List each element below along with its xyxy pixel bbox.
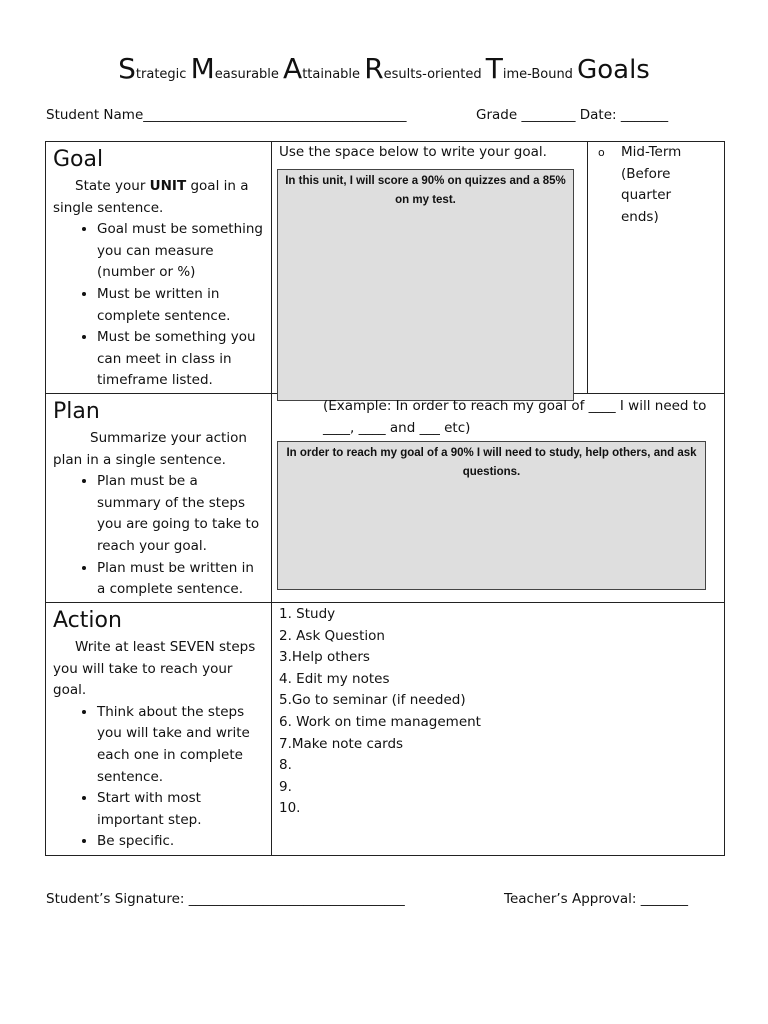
list-item: • Plan must be written in a complete sentence. <box>97 558 265 601</box>
page-title: Strategic Measurable Attainable Results-oriented Time-Bound Goals <box>118 52 650 85</box>
action-instructions-cell <box>46 603 272 856</box>
midterm-bullet-icon: o <box>598 146 605 159</box>
midterm-cell <box>588 142 724 393</box>
list-item: 3.Help others <box>279 649 370 666</box>
action-bullets <box>53 702 265 853</box>
list-item: 6. Work on time management <box>279 713 481 730</box>
action-steps-list <box>272 603 724 820</box>
plan-answer-box[interactable]: In order to reach my goal of a 90% I will need to study, help others, and ask questions. <box>277 441 706 590</box>
goal-row <box>46 142 725 394</box>
midterm-label: Mid-Term (Before quarter ends) <box>621 144 682 225</box>
goal-instruction: Use the space below to write your goal. <box>279 144 547 160</box>
list-item: 7.Make note cards <box>279 735 404 752</box>
list-item: • Must be something you can meet in class in timeframe listed. <box>97 327 265 392</box>
teacher-approval-field[interactable]: Teacher’s Approval: _______ <box>504 891 688 907</box>
plan-instructions-cell <box>46 394 272 603</box>
list-item: 9. <box>279 778 292 795</box>
plan-response-cell <box>272 394 725 603</box>
action-intro: Write at least SEVEN steps you will take to reach your goal. <box>53 639 256 699</box>
list-item: • Plan must be a summary of the steps you are going to take to reach your goal. <box>97 471 265 557</box>
action-heading: Action <box>53 608 122 633</box>
plan-bullets <box>53 471 265 601</box>
goal-instructions-cell <box>46 142 272 394</box>
goal-bullets <box>53 219 265 392</box>
list-item: • Must be written in complete sentence. <box>97 284 265 327</box>
action-row <box>46 603 725 856</box>
grade-date-field[interactable]: Grade ________ Date: _______ <box>476 107 669 123</box>
list-item: • Be specific. <box>97 831 265 853</box>
plan-heading: Plan <box>53 399 100 424</box>
student-info-line <box>46 107 726 123</box>
smart-goals-table <box>45 141 725 856</box>
list-item: 8. <box>279 757 292 774</box>
list-item: 10. <box>279 800 301 817</box>
list-item: • Goal must be something you can measure (number or %) <box>97 219 265 284</box>
student-signature-field[interactable]: Student’s Signature: ________________________________ <box>46 891 405 907</box>
goal-response-cell <box>272 142 725 394</box>
student-name-field[interactable]: Student Name_______________________________________ <box>46 107 407 123</box>
list-item: 2. Ask Question <box>279 627 385 644</box>
list-item: • Think about the steps you will take and write each one in complete sentence. <box>97 702 265 788</box>
list-item: 4. Edit my notes <box>279 670 390 687</box>
goal-heading: Goal <box>53 147 104 172</box>
goal-answer-box[interactable]: In this unit, I will score a 90% on quizzes and a 85% on my test. <box>277 169 574 401</box>
action-steps-cell[interactable] <box>272 603 725 856</box>
signature-line <box>46 891 726 907</box>
goal-intro: State your UNIT goal in a single sentence. <box>53 178 249 216</box>
list-item: • Start with most important step. <box>97 788 265 831</box>
plan-intro: Summarize your action plan in a single sentence. <box>53 430 247 468</box>
plan-example: (Example: In order to reach my goal of ____ I will need to ____, ____ and ___ etc) <box>323 398 707 436</box>
plan-row <box>46 394 725 603</box>
list-item: 5.Go to seminar (if needed) <box>279 692 466 709</box>
list-item: 1. Study <box>279 606 336 622</box>
